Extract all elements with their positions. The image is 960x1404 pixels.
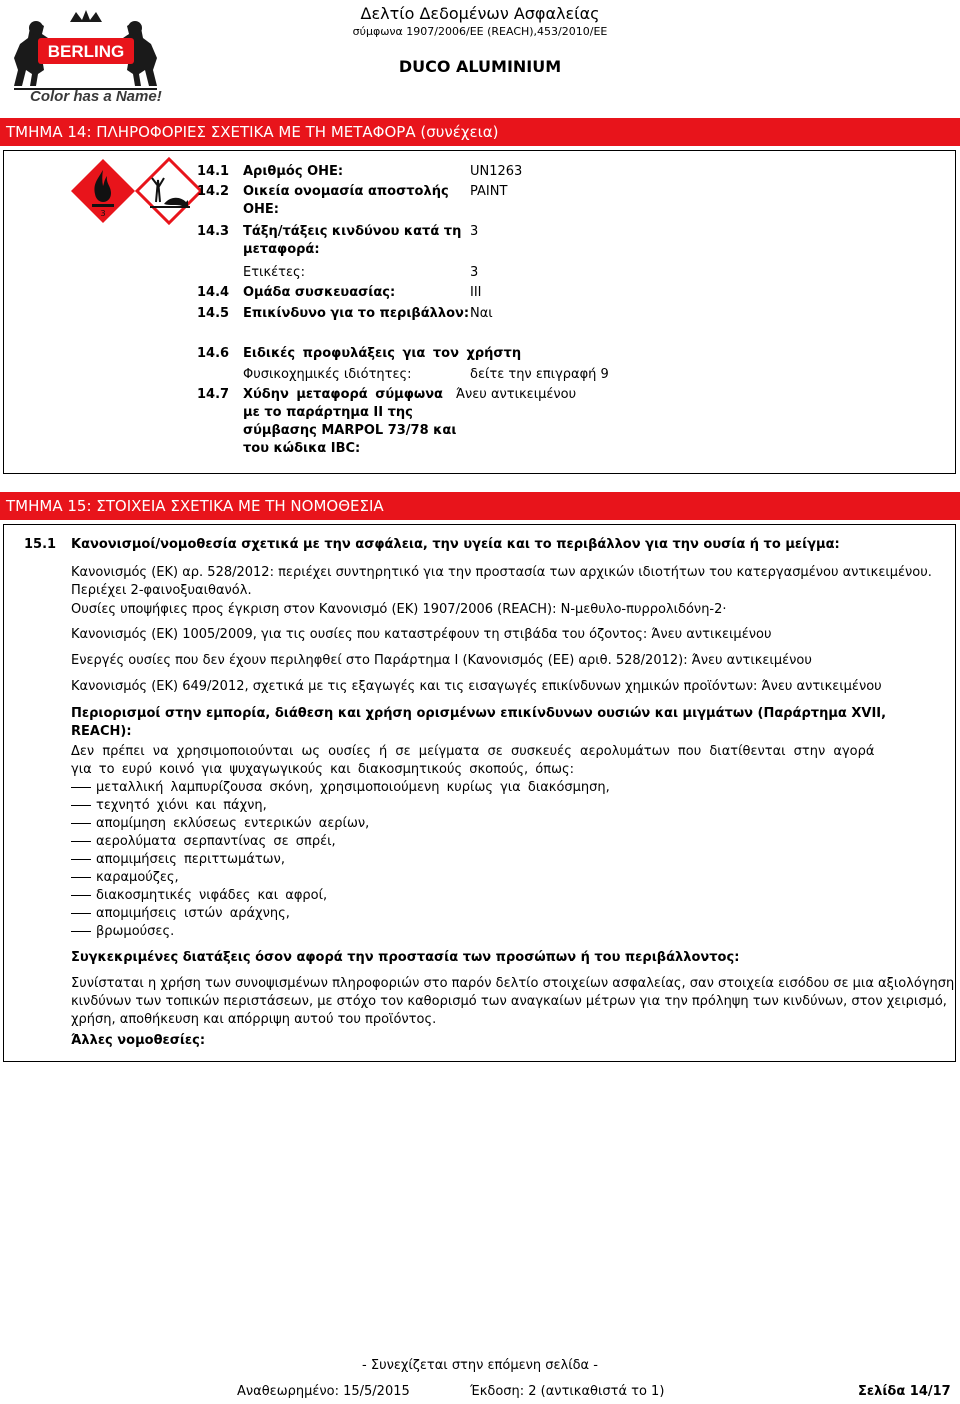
row-14-2-num: 14.2 [197, 184, 230, 199]
list-item: μεταλλική λαμπυρίζουσα σκόνη, χρησιμοποιούμενη κυρίως για διακόσμηση, [96, 780, 610, 795]
svg-text:BERLING: BERLING [47, 42, 125, 61]
list-item: καραμούζες, [96, 870, 179, 885]
list-item: απομιμήσεις ιστών αράχνης, [96, 906, 290, 921]
para-svhc: Ουσίες υποψήφιες προς έγκριση στον Κανονισμό (ΕΚ) 1907/2006 (REACH): N-μεθυλο-πυρρολιδόνη-2· [71, 602, 727, 617]
list-dash-icon [71, 931, 91, 932]
document-subtitle: σύμφωνα 1907/2006/ΕΕ (REACH),453/2010/ΕΕ [352, 25, 608, 38]
para-biocides-contains: Περιέχει 2-φαινοξυαιθανόλ. [71, 583, 252, 598]
specific-provisions-line-1: Συνίσταται η χρήση των συνοψισμένων πληροφοριών στο παρόν δελτίο στοιχείων ασφαλείας, σαν στοιχεία εισόδου σε μια αξιολόγηση [71, 976, 955, 991]
specific-provisions-line-3: χρήση, αποθήκευση και απόρριψη αυτού του προϊόντος. [71, 1012, 437, 1027]
heading-15-1-num: 15.1 [24, 537, 57, 552]
row-14-5-label: Επικίνδυνο για το περιβάλλον: [243, 306, 470, 321]
environment-pictogram-icon [134, 156, 204, 226]
para-active-substances: Ενεργές ουσίες που δεν έχουν περιληφθεί στο Παράρτημα I (Κανονισμός (ΕΕ) αριθ. 528/2012): Άνευ αντικειμένου [71, 653, 812, 668]
row-14-2-label-2: ΟΗΕ: [243, 202, 280, 217]
list-item: απομιμήσεις περιττωμάτων, [96, 852, 285, 867]
list-dash-icon [71, 841, 91, 842]
restrictions-text-1: Δεν πρέπει να χρησιμοποιούνται ως ουσίες ή σε μείγματα σε συσκευές αερολυμάτων που διατίθενται στην αγορά [71, 744, 875, 759]
row-14-6-label: Ειδικές προφυλάξεις για τον χρήστη [243, 346, 522, 361]
section-15-title: ΤΜΗΜΑ 15: ΣΤΟΙΧΕΙΑ ΣΧΕΤΙΚΑ ΜΕ ΤΗ ΝΟΜΟΘΕΣΙΑ [0, 492, 960, 520]
svg-text:3: 3 [100, 209, 106, 218]
row-14-4-value: III [470, 285, 482, 300]
continued-note: - Συνεχίζεται στην επόμενη σελίδα - [362, 1358, 598, 1373]
row-14-7-line-2: με το παράρτημα II της [243, 405, 413, 420]
heading-15-1: Κανονισμοί/νομοθεσία σχετικά με την ασφάλεια, την υγεία και το περιβάλλον για την ουσία ή το μείγμα: [71, 537, 840, 552]
specific-provisions-line-2: κινδύνων των τοπικών περιστάσεων, με στόχο τον καθορισμό των αναγκαίων μέτρων για την πρόληψη των κινδύνων, στον χειρισμό, [71, 994, 947, 1009]
product-name: DUCO ALUMINIUM [398, 57, 562, 76]
row-14-6-sub-value: δείτε την επιγραφή 9 [470, 367, 609, 382]
list-dash-icon [71, 823, 91, 824]
row-14-1-num: 14.1 [197, 164, 230, 179]
row-14-6-num: 14.6 [197, 346, 230, 361]
restrictions-title-1: Περιορισμοί στην εμπορία, διάθεση και χρήση ορισμένων επικίνδυνων ουσιών και μιγμάτων (Παράρτημα XVII, [71, 706, 887, 721]
logo-tagline: Color has a Name! [30, 88, 162, 105]
row-14-7-value: Άνευ αντικειμένου [456, 387, 577, 402]
row-14-3-value: 3 [470, 224, 479, 239]
list-item: απομίμηση εκλύσεως εντερικών αερίων, [96, 816, 370, 831]
other-legislation-title: Άλλες νομοθεσίες: [71, 1033, 206, 1048]
list-dash-icon [71, 877, 91, 878]
revision-date: Αναθεωρημένο: 15/5/2015 [237, 1384, 410, 1399]
list-item: αερολύματα σερπαντίνας σε σπρέι, [96, 834, 336, 849]
section-14-title: ΤΜΗΜΑ 14: ΠΛΗΡΟΦΟΡΙΕΣ ΣΧΕΤΙΚΑ ΜΕ ΤΗ ΜΕΤΑΦΟΡΑ (συνέχεια) [0, 118, 960, 146]
restrictions-text-2: για το ευρύ κοινό για ψυχαγωγικούς και διακοσμητικούς σκοπούς, όπως: [71, 762, 574, 777]
specific-provisions-title: Συγκεκριμένες διατάξεις όσον αφορά την προστασία των προσώπων ή του περιβάλλοντος: [71, 950, 740, 965]
row-14-5-value: Ναι [470, 306, 493, 321]
row-14-7-line-1: Χύδην μεταφορά σύμφωνα [243, 387, 443, 402]
row-14-7-line-3: σύμβασης MARPOL 73/78 και [243, 423, 457, 438]
row-14-3-num: 14.3 [197, 224, 230, 239]
list-dash-icon [71, 805, 91, 806]
list-dash-icon [71, 895, 91, 896]
row-labels-value: 3 [470, 265, 479, 280]
row-labels-label: Ετικέτες: [243, 265, 305, 280]
list-item: διακοσμητικές νιφάδες και αφροί, [96, 888, 328, 903]
flame-pictogram-icon [68, 156, 138, 226]
edition-info: Έκδοση: 2 (αντικαθιστά το 1) [470, 1384, 665, 1399]
row-14-5-num: 14.5 [197, 306, 230, 321]
row-14-2-label: Οικεία ονομασία αποστολής [243, 184, 449, 199]
row-14-4-label: Ομάδα συσκευασίας: [243, 285, 396, 300]
row-14-4-num: 14.4 [197, 285, 230, 300]
page-number: Σελίδα 14/17 [858, 1384, 951, 1399]
row-14-7-num: 14.7 [197, 387, 230, 402]
document-title: Δελτίο Δεδομένων Ασφαλείας [360, 4, 600, 23]
row-14-3-label-2: μεταφορά: [243, 242, 320, 257]
para-biocides: Κανονισμός (ΕΚ) αρ. 528/2012: περιέχει συντηρητικό για την προστασία των αρχικών ιδιοτήτων του κατεργασμένου αντικειμένου. [71, 565, 932, 580]
para-export-import: Κανονισμός (ΕΚ) 649/2012, σχετικά με τις εξαγωγές και τις εισαγωγές επικίνδυνων χημικών προϊόντων: Άνευ αντικειμένου [71, 679, 882, 694]
list-dash-icon [71, 859, 91, 860]
list-dash-icon [71, 913, 91, 914]
row-14-1-value: UN1263 [470, 164, 523, 179]
para-ozone: Κανονισμός (ΕΚ) 1005/2009, για τις ουσίες που καταστρέφουν τη στιβάδα του όζοντος: Άνευ αντικειμένου [71, 627, 772, 642]
row-14-6-sub-label: Φυσικοχημικές ιδιότητες: [243, 367, 412, 382]
restrictions-title-2: REACH): [71, 724, 132, 739]
list-item: τεχνητό χιόνι και πάχνη, [96, 798, 267, 813]
row-14-7-line-4: του κώδικα IBC: [243, 441, 361, 456]
row-14-1-label: Αριθμός ΟΗΕ: [243, 164, 344, 179]
list-dash-icon [71, 787, 91, 788]
row-14-3-label: Τάξη/τάξεις κινδύνου κατά τη [243, 224, 462, 239]
list-item: βρωμούσες. [96, 924, 175, 939]
row-14-2-value: PAINT [470, 184, 508, 199]
